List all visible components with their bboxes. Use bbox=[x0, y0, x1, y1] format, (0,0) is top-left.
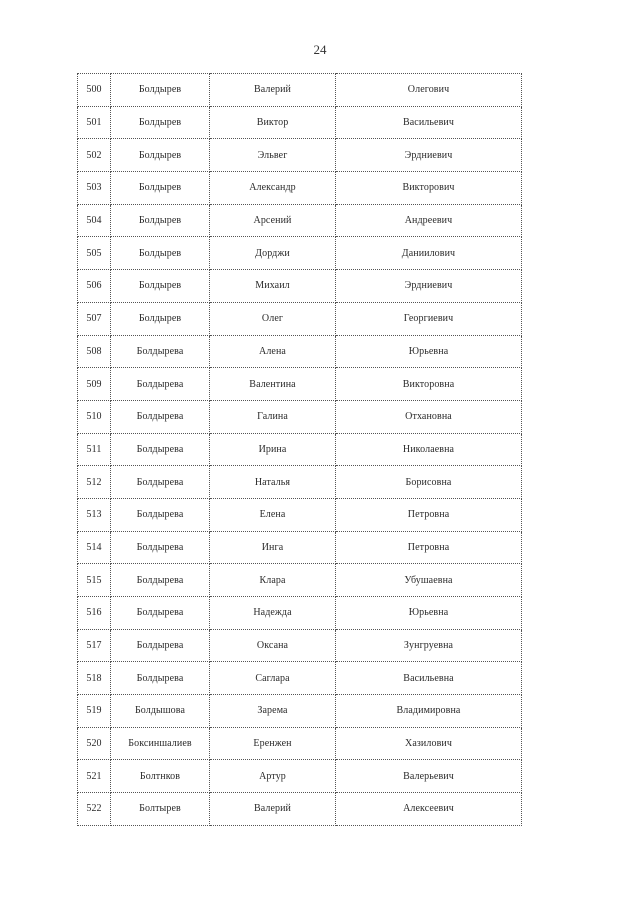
table-row bbox=[78, 433, 522, 466]
table-row bbox=[78, 597, 522, 630]
patronymic-cell: Отхановна bbox=[336, 400, 522, 433]
table-row bbox=[78, 695, 522, 728]
row-number-cell: 520 bbox=[78, 727, 111, 760]
row-number-cell: 502 bbox=[78, 139, 111, 172]
last-name-cell: Болдырева bbox=[111, 498, 210, 531]
table-row bbox=[78, 106, 522, 139]
row-number-cell: 503 bbox=[78, 172, 111, 205]
last-name-cell: Болтнков bbox=[111, 760, 210, 793]
roster-table-body bbox=[78, 74, 522, 826]
last-name-cell: Болдырева bbox=[111, 531, 210, 564]
table-row bbox=[78, 237, 522, 270]
table-row bbox=[78, 662, 522, 695]
table-row bbox=[78, 727, 522, 760]
row-number-cell: 519 bbox=[78, 695, 111, 728]
row-number-cell: 516 bbox=[78, 597, 111, 630]
last-name-cell: Болдырева bbox=[111, 400, 210, 433]
patronymic-cell: Олегович bbox=[336, 74, 522, 107]
first-name-cell: Елена bbox=[210, 498, 336, 531]
last-name-cell: Болдышова bbox=[111, 695, 210, 728]
row-number-cell: 518 bbox=[78, 662, 111, 695]
row-number-cell: 506 bbox=[78, 270, 111, 303]
row-number-cell: 514 bbox=[78, 531, 111, 564]
patronymic-cell: Даниилович bbox=[336, 237, 522, 270]
last-name-cell: Болдырев bbox=[111, 74, 210, 107]
first-name-cell: Инга bbox=[210, 531, 336, 564]
table-row bbox=[78, 793, 522, 826]
last-name-cell: Болдырев bbox=[111, 139, 210, 172]
first-name-cell: Артур bbox=[210, 760, 336, 793]
last-name-cell: Болдырева bbox=[111, 597, 210, 630]
row-number-cell: 504 bbox=[78, 204, 111, 237]
table-row bbox=[78, 368, 522, 401]
first-name-cell: Дорджи bbox=[210, 237, 336, 270]
table-row bbox=[78, 629, 522, 662]
first-name-cell: Эльвег bbox=[210, 139, 336, 172]
last-name-cell: Болдырев bbox=[111, 204, 210, 237]
last-name-cell: Болдырева bbox=[111, 335, 210, 368]
table-row bbox=[78, 172, 522, 205]
patronymic-cell: Юрьевна bbox=[336, 597, 522, 630]
patronymic-cell: Николаевна bbox=[336, 433, 522, 466]
patronymic-cell: Петровна bbox=[336, 498, 522, 531]
patronymic-cell: Васильевич bbox=[336, 106, 522, 139]
table-row bbox=[78, 204, 522, 237]
row-number-cell: 512 bbox=[78, 466, 111, 499]
first-name-cell: Олег bbox=[210, 302, 336, 335]
roster-table bbox=[77, 73, 522, 826]
table-row bbox=[78, 498, 522, 531]
first-name-cell: Валерий bbox=[210, 74, 336, 107]
row-number-cell: 509 bbox=[78, 368, 111, 401]
row-number-cell: 511 bbox=[78, 433, 111, 466]
first-name-cell: Валентина bbox=[210, 368, 336, 401]
patronymic-cell: Валерьевич bbox=[336, 760, 522, 793]
first-name-cell: Виктор bbox=[210, 106, 336, 139]
page-number: 24 bbox=[313, 42, 327, 57]
row-number-cell: 521 bbox=[78, 760, 111, 793]
last-name-cell: Болдырев bbox=[111, 106, 210, 139]
patronymic-cell: Алексеевич bbox=[336, 793, 522, 826]
first-name-cell: Зарема bbox=[210, 695, 336, 728]
first-name-cell: Ирина bbox=[210, 433, 336, 466]
table-row bbox=[78, 760, 522, 793]
first-name-cell: Наталья bbox=[210, 466, 336, 499]
last-name-cell: Болдырева bbox=[111, 466, 210, 499]
last-name-cell: Болдырев bbox=[111, 237, 210, 270]
patronymic-cell: Васильевна bbox=[336, 662, 522, 695]
table-row bbox=[78, 466, 522, 499]
last-name-cell: Болдырев bbox=[111, 172, 210, 205]
first-name-cell: Алена bbox=[210, 335, 336, 368]
last-name-cell: Болдырева bbox=[111, 433, 210, 466]
first-name-cell: Галина bbox=[210, 400, 336, 433]
first-name-cell: Клара bbox=[210, 564, 336, 597]
patronymic-cell: Эрдниевич bbox=[336, 139, 522, 172]
last-name-cell: Болтырев bbox=[111, 793, 210, 826]
last-name-cell: Боксиншалиев bbox=[111, 727, 210, 760]
table-row bbox=[78, 270, 522, 303]
patronymic-cell: Юрьевна bbox=[336, 335, 522, 368]
row-number-cell: 513 bbox=[78, 498, 111, 531]
patronymic-cell: Викторович bbox=[336, 172, 522, 205]
row-number-cell: 507 bbox=[78, 302, 111, 335]
last-name-cell: Болдырева bbox=[111, 564, 210, 597]
first-name-cell: Александр bbox=[210, 172, 336, 205]
first-name-cell: Арсений bbox=[210, 204, 336, 237]
patronymic-cell: Зунгруевна bbox=[336, 629, 522, 662]
first-name-cell: Надежда bbox=[210, 597, 336, 630]
last-name-cell: Болдырева bbox=[111, 662, 210, 695]
row-number-cell: 501 bbox=[78, 106, 111, 139]
row-number-cell: 515 bbox=[78, 564, 111, 597]
table-row bbox=[78, 335, 522, 368]
row-number-cell: 508 bbox=[78, 335, 111, 368]
patronymic-cell: Хазилович bbox=[336, 727, 522, 760]
row-number-cell: 510 bbox=[78, 400, 111, 433]
row-number-cell: 505 bbox=[78, 237, 111, 270]
row-number-cell: 517 bbox=[78, 629, 111, 662]
table-row bbox=[78, 564, 522, 597]
last-name-cell: Болдырев bbox=[111, 302, 210, 335]
first-name-cell: Еренжен bbox=[210, 727, 336, 760]
patronymic-cell: Борисовна bbox=[336, 466, 522, 499]
patronymic-cell: Убушаевна bbox=[336, 564, 522, 597]
last-name-cell: Болдырева bbox=[111, 629, 210, 662]
row-number-cell: 500 bbox=[78, 74, 111, 107]
last-name-cell: Болдырева bbox=[111, 368, 210, 401]
patronymic-cell: Эрдниевич bbox=[336, 270, 522, 303]
row-number-cell: 522 bbox=[78, 793, 111, 826]
patronymic-cell: Петровна bbox=[336, 531, 522, 564]
table-row bbox=[78, 400, 522, 433]
table-row bbox=[78, 139, 522, 172]
first-name-cell: Валерий bbox=[210, 793, 336, 826]
first-name-cell: Михаил bbox=[210, 270, 336, 303]
last-name-cell: Болдырев bbox=[111, 270, 210, 303]
first-name-cell: Оксана bbox=[210, 629, 336, 662]
patronymic-cell: Владимировна bbox=[336, 695, 522, 728]
first-name-cell: Саглара bbox=[210, 662, 336, 695]
patronymic-cell: Георгиевич bbox=[336, 302, 522, 335]
table-row bbox=[78, 74, 522, 107]
table-row bbox=[78, 302, 522, 335]
patronymic-cell: Викторовна bbox=[336, 368, 522, 401]
patronymic-cell: Андреевич bbox=[336, 204, 522, 237]
table-row bbox=[78, 531, 522, 564]
